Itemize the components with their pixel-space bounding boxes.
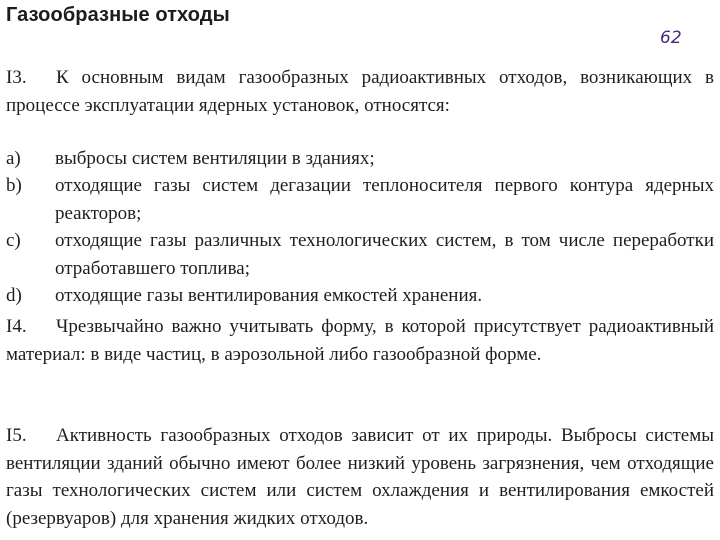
- section-heading: Газообразные отходы: [6, 4, 230, 26]
- paragraph-number: I4.: [6, 316, 27, 337]
- list-item-text: выбросы систем вентиляции в зданиях;: [55, 148, 375, 169]
- paragraph-number: I3.: [6, 67, 27, 88]
- list-item-text: отходящие газы систем дегазации теплоносителя первого контура ядерных реакторов;: [55, 175, 714, 224]
- page-number: 62: [660, 28, 682, 48]
- paragraph-number: I5.: [6, 425, 27, 446]
- list-item-text: отходящие газы вентилирования емкостей хранения.: [55, 285, 483, 306]
- list-item-b: [6, 172, 714, 227]
- list-item-letter: d): [6, 285, 22, 306]
- list-item-c: [6, 227, 714, 282]
- list-item-letter: c): [6, 230, 21, 251]
- paragraph-13: [6, 64, 714, 119]
- paragraph-text: Активность газообразных отходов зависит от их природы. Выбросы системы вентиляции зданий обычно имеют более низкий уровень загрязнения, чем отходящие газы технологических систем или систем охлаждения и вентилирования емкостей (резервуаров) для хранения жидких отходов.: [6, 425, 714, 529]
- paragraph-text: Чрезвычайно важно учитывать форму, в которой присутствует радиоактивный материал: в виде частиц, в аэрозольной либо газообразной форме.: [6, 316, 714, 365]
- list-item-text: отходящие газы различных технологических систем, в том числе переработки отработавшего топлива;: [55, 230, 714, 279]
- paragraph-text: К основным видам газообразных радиоактивных отходов, возникающих в процессе эксплуатации ядерных установок, относятся:: [6, 67, 714, 116]
- paragraph-14: [6, 313, 714, 368]
- list-item-d: [6, 282, 714, 310]
- list-item-a: [6, 145, 714, 173]
- paragraph-15: [6, 422, 714, 532]
- list-item-letter: a): [6, 148, 21, 169]
- list-item-letter: b): [6, 175, 22, 196]
